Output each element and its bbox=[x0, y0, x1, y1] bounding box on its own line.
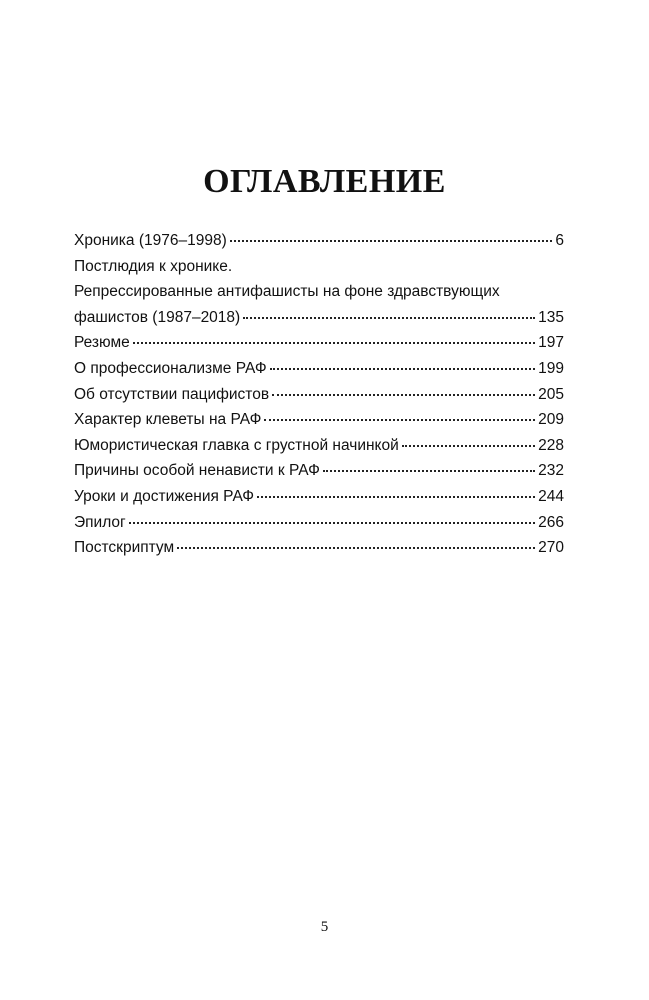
toc-entry-page: 199 bbox=[538, 359, 564, 377]
toc-entry-epilogue bbox=[74, 510, 564, 536]
toc-entry-slander bbox=[74, 407, 564, 433]
toc-entry-professionalism bbox=[74, 356, 564, 382]
toc-entry-page: 135 bbox=[538, 308, 564, 326]
toc-entry-text: Об отсутствии пацифистов bbox=[74, 385, 270, 403]
toc-entry-postlude-line3 bbox=[74, 305, 564, 331]
toc-entry-page: 232 bbox=[538, 462, 564, 480]
toc-entry-postlude-line2 bbox=[74, 279, 564, 305]
toc-entry-text: Причины особой ненависти к РАФ bbox=[74, 462, 320, 480]
toc-entry-page: 6 bbox=[555, 232, 564, 249]
toc-dot-leader bbox=[177, 547, 535, 549]
toc-entry-page: 266 bbox=[538, 513, 564, 531]
toc-entry-chronicle bbox=[74, 228, 564, 254]
toc-dot-leader bbox=[133, 342, 535, 344]
toc-entry-postscript bbox=[74, 535, 564, 561]
toc-entry-page: 270 bbox=[538, 539, 564, 557]
toc-dot-leader bbox=[264, 419, 535, 421]
toc-dot-leader bbox=[402, 445, 535, 447]
toc-dot-leader bbox=[230, 240, 553, 242]
toc-entry-page: 209 bbox=[538, 411, 564, 429]
toc-entry-humor bbox=[74, 433, 564, 459]
toc-entry-text: Эпилог bbox=[74, 513, 126, 531]
toc-entry-text: О профессионализме РАФ bbox=[74, 359, 267, 377]
toc-dot-leader bbox=[323, 470, 535, 472]
toc-entry-page: 244 bbox=[538, 487, 564, 505]
toc-dot-leader bbox=[270, 368, 535, 370]
toc-entry-summary bbox=[74, 330, 564, 356]
table-of-contents bbox=[74, 228, 564, 561]
toc-entry-text: Юмористическая главка с грустной начинкой bbox=[74, 436, 399, 454]
toc-entry-page: 197 bbox=[538, 334, 564, 352]
toc-entry-text: Хроника (1976–1998) bbox=[74, 232, 227, 249]
toc-entry-page: 228 bbox=[538, 436, 564, 454]
toc-entry-pacifists bbox=[74, 382, 564, 408]
toc-entry-postlude-line1 bbox=[74, 254, 564, 280]
toc-dot-leader bbox=[243, 317, 535, 319]
toc-entry-text: фашистов (1987–2018) bbox=[74, 308, 241, 326]
toc-entry-text: Репрессированные антифашисты на фоне здравствующих bbox=[74, 283, 500, 301]
toc-entry-page: 205 bbox=[538, 385, 564, 403]
page-title: ОГЛАВЛЕНИЕ bbox=[203, 163, 446, 200]
toc-dot-leader bbox=[257, 496, 535, 498]
toc-entry-hatred bbox=[74, 458, 564, 484]
toc-entry-text: Постлюдия к хронике. bbox=[74, 257, 233, 275]
toc-entry-text: Резюме bbox=[74, 334, 130, 352]
toc-entry-text: Постскриптум bbox=[74, 539, 175, 557]
toc-entry-lessons bbox=[74, 484, 564, 510]
toc-dot-leader bbox=[129, 522, 535, 524]
toc-entry-text: Характер клеветы на РАФ bbox=[74, 411, 262, 429]
toc-entry-text: Уроки и достижения РАФ bbox=[74, 487, 255, 505]
toc-dot-leader bbox=[272, 394, 535, 396]
page-number: 5 bbox=[320, 919, 329, 935]
